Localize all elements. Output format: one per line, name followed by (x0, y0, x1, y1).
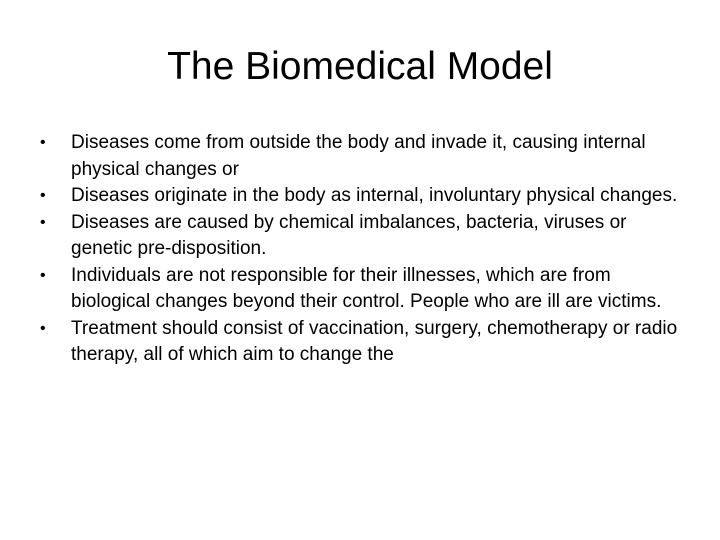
bullet-dot-icon: • (40, 213, 46, 231)
bullet-text: Individuals are not responsible for their illnesses, which are from biological changes beyond their control. People who are ill are victims. (71, 264, 662, 312)
bullet-item (40, 263, 690, 316)
bullet-text: Diseases are caused by chemical imbalances, bacteria, viruses or genetic pre-disposition. (71, 211, 627, 259)
bullet-text: Diseases originate in the body as internal, involuntary physical changes. (71, 185, 678, 206)
bullet-dot-icon: • (40, 319, 46, 337)
bullet-item (40, 210, 690, 263)
bullet-text: Treatment should consist of vaccination, surgery, chemotherapy or radio therapy, all of which aim to change the (71, 317, 678, 365)
slide-title: The Biomedical Model (167, 45, 553, 88)
bullet-dot-icon: • (40, 266, 46, 284)
bullet-text: Diseases come from outside the body and invade it, causing internal physical changes or (71, 132, 646, 180)
bullet-dot-icon: • (40, 187, 46, 204)
bullet-item (40, 183, 690, 210)
bullet-dot-icon: • (40, 134, 46, 151)
bullet-list (40, 130, 690, 369)
bullet-item (40, 316, 690, 369)
bullet-item (40, 130, 690, 183)
